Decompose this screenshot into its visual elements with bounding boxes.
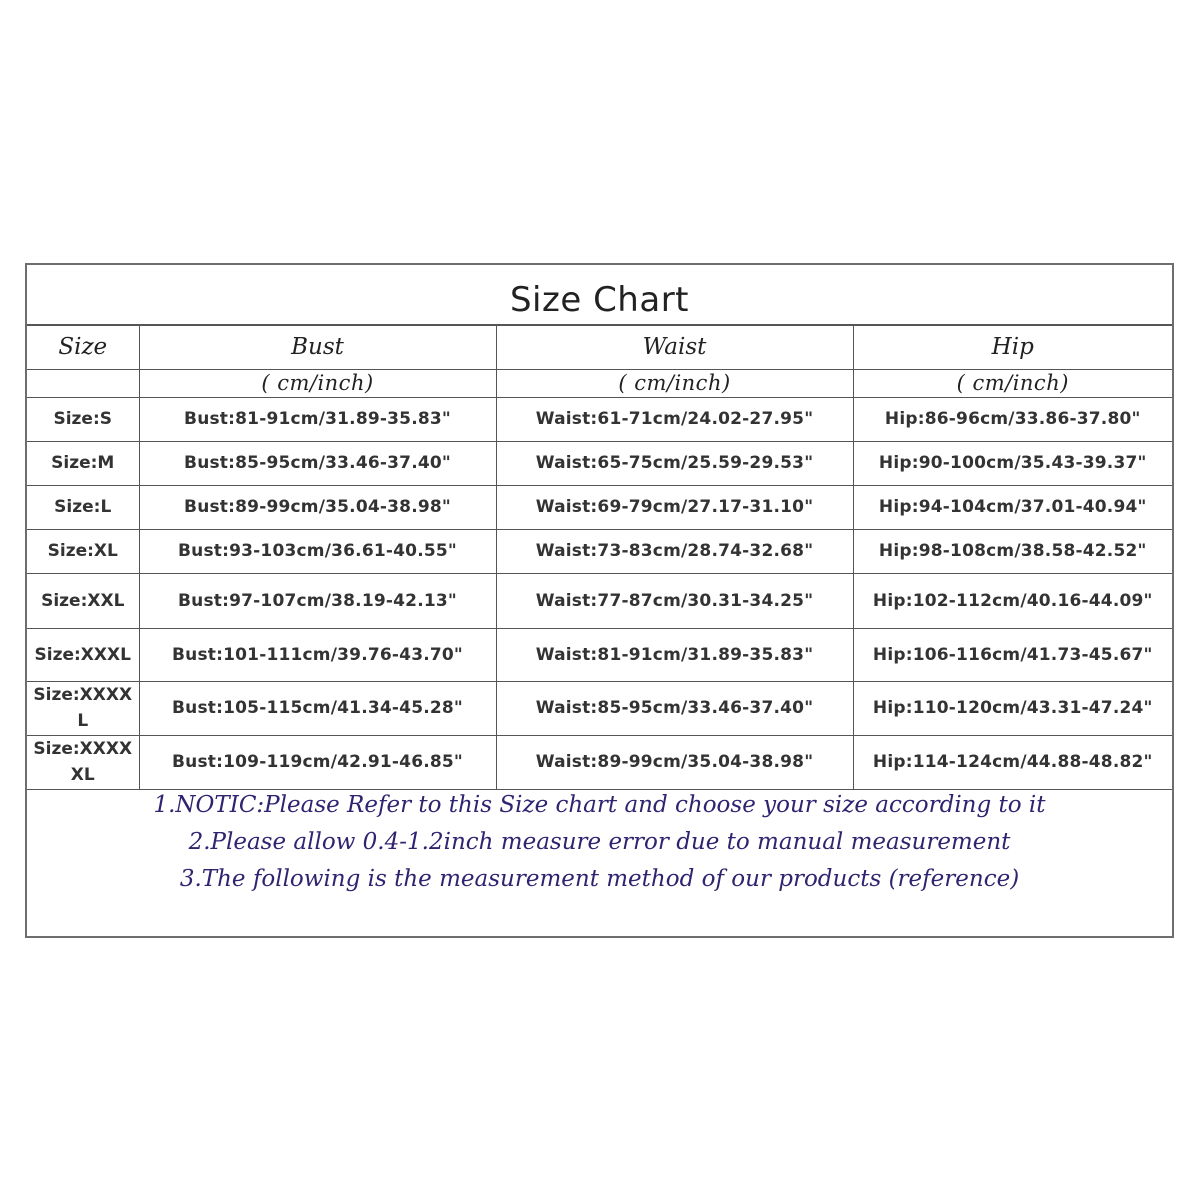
header-row (27, 325, 1172, 369)
size-cell (27, 681, 139, 735)
size-label-wrap: XL (70, 765, 95, 785)
notes-section (27, 787, 1172, 898)
waist-cell: Waist:69-79cm/27.17-31.10" (496, 485, 853, 529)
size-label: Size:XXXX (33, 739, 133, 759)
header-size: Size (27, 325, 139, 369)
bust-cell: Bust:97-107cm/38.19-42.13" (139, 573, 496, 628)
size-cell (27, 397, 139, 441)
table-row (27, 397, 1172, 441)
size-cell (27, 735, 139, 789)
size-cell (27, 628, 139, 681)
waist-cell: Waist:89-99cm/35.04-38.98" (496, 735, 853, 789)
table-row (27, 485, 1172, 529)
header-hip: Hip (853, 325, 1172, 369)
hip-cell: Hip:94-104cm/37.01-40.94" (853, 485, 1172, 529)
hip-cell: Hip:110-120cm/43.31-47.24" (853, 681, 1172, 735)
size-label: Size:XXL (41, 590, 125, 611)
bust-cell: Bust:85-95cm/33.46-37.40" (139, 441, 496, 485)
bust-cell: Bust:109-119cm/42.91-46.85" (139, 735, 496, 789)
note-line: 2.Please allow 0.4-1.2inch measure error due to manual measurement (188, 829, 1011, 855)
hip-cell: Hip:98-108cm/38.58-42.52" (853, 529, 1172, 573)
size-chart (25, 263, 1174, 938)
size-cell (27, 485, 139, 529)
bust-cell: Bust:81-91cm/31.89-35.83" (139, 397, 496, 441)
hip-cell: Hip:114-124cm/44.88-48.82" (853, 735, 1172, 789)
size-label-wrap: L (77, 711, 89, 731)
table-row (27, 529, 1172, 573)
bust-cell: Bust:101-111cm/39.76-43.70" (139, 628, 496, 681)
waist-cell: Waist:65-75cm/25.59-29.53" (496, 441, 853, 485)
header-bust: Bust (139, 325, 496, 369)
size-label: Size:L (54, 497, 112, 517)
size-cell (27, 573, 139, 628)
bust-cell: Bust:89-99cm/35.04-38.98" (139, 485, 496, 529)
unit-bust: ( cm/inch) (139, 369, 496, 397)
unit-row (27, 369, 1172, 397)
size-cell (27, 441, 139, 485)
note-line: 3.The following is the measurement method of our products (reference) (179, 866, 1020, 892)
size-table (27, 324, 1172, 790)
unit-waist: ( cm/inch) (496, 369, 853, 397)
unit-hip: ( cm/inch) (853, 369, 1172, 397)
table-row (27, 735, 1172, 789)
size-label: Size:S (53, 409, 113, 429)
table-row (27, 628, 1172, 681)
waist-cell: Waist:61-71cm/24.02-27.95" (496, 397, 853, 441)
size-label: Size:XXXL (34, 644, 131, 665)
waist-cell: Waist:73-83cm/28.74-32.68" (496, 529, 853, 573)
header-waist: Waist (496, 325, 853, 369)
hip-cell: Hip:106-116cm/41.73-45.67" (853, 628, 1172, 681)
table-row (27, 441, 1172, 485)
chart-title: Size Chart (509, 280, 690, 320)
table-row (27, 573, 1172, 628)
size-cell (27, 529, 139, 573)
hip-cell: Hip:90-100cm/35.43-39.37" (853, 441, 1172, 485)
size-label: Size:XXXX (33, 685, 133, 705)
hip-cell: Hip:102-112cm/40.16-44.09" (853, 573, 1172, 628)
note-line: 1.NOTIC:Please Refer to this Size chart and choose your size according to it (153, 792, 1046, 818)
bust-cell: Bust:105-115cm/41.34-45.28" (139, 681, 496, 735)
size-label: Size:M (51, 453, 115, 473)
waist-cell: Waist:81-91cm/31.89-35.83" (496, 628, 853, 681)
hip-cell: Hip:86-96cm/33.86-37.80" (853, 397, 1172, 441)
waist-cell: Waist:77-87cm/30.31-34.25" (496, 573, 853, 628)
unit-empty-cell (27, 369, 139, 397)
size-label: Size:XL (47, 541, 118, 561)
bust-cell: Bust:93-103cm/36.61-40.55" (139, 529, 496, 573)
table-row (27, 681, 1172, 735)
waist-cell: Waist:85-95cm/33.46-37.40" (496, 681, 853, 735)
